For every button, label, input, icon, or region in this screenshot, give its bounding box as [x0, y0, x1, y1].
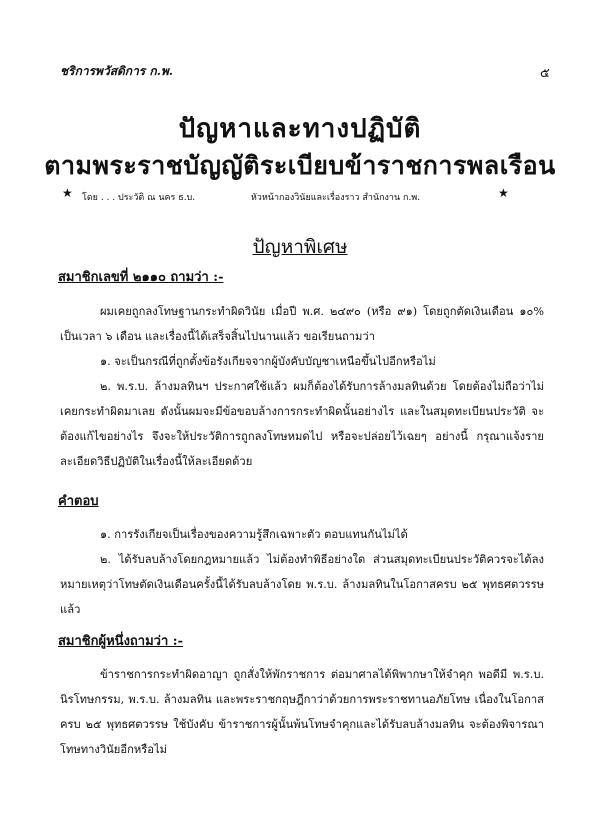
- answer-1-item-2: ๒. ได้รับลบล้างโดยกฎหมายแล้ว ไม่ต้องทำพิธีอย่างใด ส่วนสมุดทะเบียนประวัติควรจะได้ลงหมายเหตุว่าโทษตัดเงินเดือนครั้งนี้ได้รับลบล้างโดย พ.ร.บ. ล้างมลทินในโอกาสครบ ๒๕ พุทธศตวรรษแล้ว: [60, 553, 544, 616]
- answer-1-item-1: ๑. การรังเกียจเป็นเรื่องของความรู้สึกเฉพาะตัว ตอบแทนกันไม่ได้: [100, 528, 408, 541]
- byline-author: โดย . . . ประวัติ ณ นคร ธ.บ.: [82, 193, 196, 203]
- question-1-item-2: ๒. พ.ร.บ. ล้างมลทินฯ ประกาศใช้แล้ว ผมก็ต้องได้รับการล้างมลทินด้วย โดยต้องไม่ถือว่าไม่เคยกระทำผิดมาเลย ดังนั้นผมจะมีข้อขอบล้างการกระทำผิดนั้นอย่างไร และในสมุดทะเบียนประวัติ จะต้องแก้ไขอย่างไร จึงจะให้ประวัติการถูกลงโทษหมดไป หรือจะปล่อยไว้เฉยๆ อย่างนี้ กรุณาแจ้งรายละเอียดวิธีปฏิบัติในเรื่องนี้ให้ละเอียดด้วย: [60, 380, 544, 468]
- title-line-2: ตามพระราชบัญญัติระเบียบข้าราชการพลเรือน: [44, 151, 556, 180]
- question-1-item-1: ๑. จะเป็นกรณีที่ถูกตั้งข้อรังเกียจจากผู้บังคับบัญชาเหนือขึ้นไปอีกหรือไม่: [100, 355, 436, 368]
- page-number: ๕: [540, 66, 550, 81]
- title-line-1: ปัญหาและทางปฏิบัติ: [178, 114, 422, 144]
- running-head: ชริการพวัสดิการ ก.พ.: [60, 64, 173, 78]
- byline: [82, 190, 522, 204]
- star-icon: ★: [498, 186, 509, 200]
- question-1-label: สมาชิกเลขที่ ๒๑๑๐ ถามว่า :-: [58, 270, 224, 285]
- question-2-label: สมาชิกผู้หนึ่งถามว่า :-: [58, 634, 183, 649]
- question-1-body: ผมเคยถูกลงโทษฐานกระทำผิดวินัย เมื่อปี พ.ศ. ๒๔๙๐ (หรือ ๙๑) โดยถูกตัดเงินเดือน ๑๐% เป็นเวลา ๖ เดือน และเรื่องนี้ได้เสร็จสิ้นไปนานแล้ว ขอเรียนถามว่า: [60, 305, 544, 343]
- answer-1-label: คำตอบ: [58, 494, 99, 509]
- star-icon: ★: [62, 186, 73, 200]
- section-title: ปัญหาพิเศษ: [252, 236, 348, 258]
- question-2-body: ข้าราชการกระทำผิดอาญา ถูกสั่งให้พักราชการ ต่อมาศาลได้พิพากษาให้จำคุก พอดีมี พ.ร.บ. นิรโทษกรรม, พ.ร.บ. ล้างมลทิน และพระราชกฤษฎีกาว่าด้วยการพระราชทานอภัยโทษ เนื่องในโอกาสครบ ๒๕ พุทธศตวรรษ ใช้บังคับ ข้าราชการผู้นั้นพ้นโทษจำคุกและได้รับลบล้างมลทิน จะต้องพิจารณาโทษทางวินัยอีกหรือไม่: [60, 668, 544, 756]
- byline-position: หัวหน้ากองวินัยและเรื่องราว สำนักงาน ก.พ.: [250, 193, 421, 203]
